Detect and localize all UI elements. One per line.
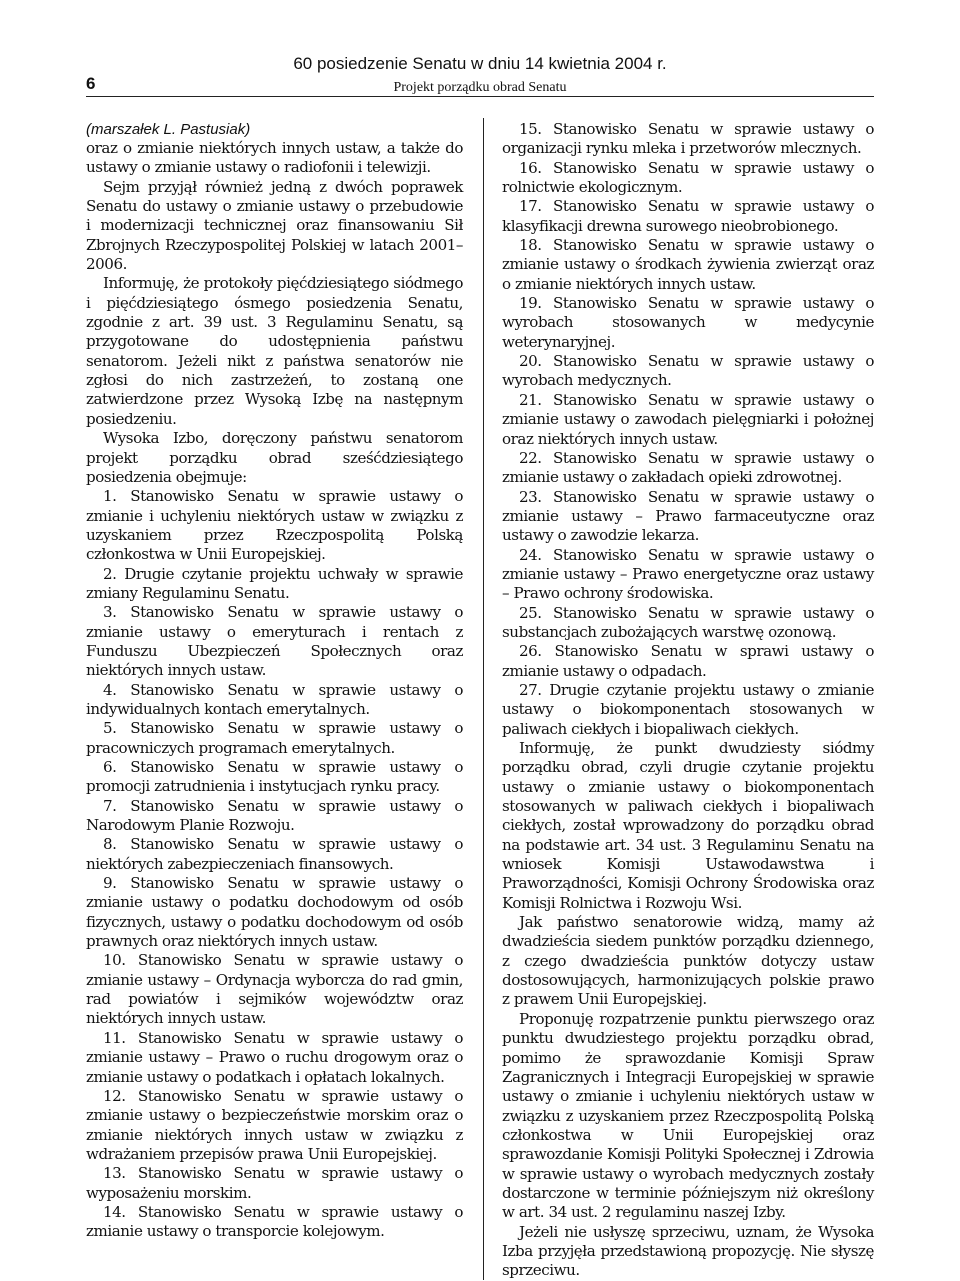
paragraph: Informuję, że punkt dwudziesty siódmy porządku obrad, czyli drugie czytanie projektu ustawy o zmianie ustawy o biokomponentach stosowanych w paliwach ciekłych i biopaliwach ciekłych, został wprowadzony do porządku obrad na podstawie art. 34 ust. 3 Regulaminu Senatu na wniosek Komisji Ustawodawstwa i Praworządności, Komisji Ochrony Środowiska oraz Komisji Rolnictwa i Rozwoju Wsi. (502, 739, 874, 912)
right-column (502, 120, 874, 1281)
page-header-title: 60 posiedzenie Senatu w dniu 14 kwietnia 2004 r. (293, 54, 667, 73)
agenda-item: 19. Stanowisko Senatu w sprawie ustawy o wyrobach stosowanych w medycynie weterynaryjnej. (502, 294, 874, 351)
agenda-item: 6. Stanowisko Senatu w sprawie ustawy o promocji zatrudnienia i instytucjach rynku pracy. (86, 758, 463, 796)
agenda-item: 20. Stanowisko Senatu w sprawie ustawy o wyrobach medycznych. (502, 352, 874, 390)
agenda-item: 12. Stanowisko Senatu w sprawie ustawy o zmianie ustawy o bezpieczeństwie morskim oraz o zmianie niektórych innych ustaw w związku z wdrażaniem przepisów prawa Unii Europejskiej. (86, 1086, 463, 1163)
speaker-label: (marszałek L. Pastusiak) (86, 121, 251, 138)
agenda-item: 17. Stanowisko Senatu w sprawie ustawy o klasyfikacji drewna surowego nieobrobionego. (502, 197, 874, 235)
agenda-item: 13. Stanowisko Senatu w sprawie ustawy o wyposażeniu morskim. (86, 1164, 463, 1202)
agenda-item: 2. Drugie czytanie projektu uchwały w sprawie zmiany Regulaminu Senatu. (86, 564, 463, 602)
agenda-item: 8. Stanowisko Senatu w sprawie ustawy o niektórych zabezpieczeniach finansowych. (86, 835, 463, 873)
agenda-item: 5. Stanowisko Senatu w sprawie ustawy o pracowniczych programach emerytalnych. (86, 719, 463, 757)
page-header-subtitle: Projekt porządku obrad Senatu (393, 80, 567, 95)
agenda-item: 1. Stanowisko Senatu w sprawie ustawy o zmianie i uchyleniu niektórych ustaw w związku z uzyskaniem przez Rzeczpospolitą Polską członkostwa w Unii Europejskiej. (86, 487, 463, 564)
agenda-item: 7. Stanowisko Senatu w sprawie ustawy o Narodowym Planie Rozwoju. (86, 796, 463, 835)
agenda-item: 18. Stanowisko Senatu w sprawie ustawy o zmianie ustawy o środkach żywienia zwierząt oraz o zmianie niektórych innych ustaw. (502, 236, 874, 293)
paragraph: Sejm przyjął również jedną z dwóch poprawek Senatu do ustawy o zmianie ustawy o przebudowie i modernizacji technicznej oraz finansowaniu Sił Zbrojnych Rzeczypospolitej Polskiej w latach 2001–2006. (86, 177, 463, 274)
agenda-item: 4. Stanowisko Senatu w sprawie ustawy o indywidualnych kontach emerytalnych. (86, 680, 463, 718)
agenda-item: 15. Stanowisko Senatu w sprawie ustawy o organizacji rynku mleka i przetworów mlecznych. (502, 120, 874, 158)
paragraph: Jeżeli nie usłyszę sprzeciwu, uznam, że Wysoka Izba przyjęła przedstawioną propozycję. Nie słyszę sprzeciwu. (502, 1222, 874, 1280)
agenda-item: 24. Stanowisko Senatu w sprawie ustawy o zmianie ustawy – Prawo energetyczne oraz ustawy – Prawo ochrony środowiska. (502, 545, 874, 603)
paragraph: oraz o zmianie niektórych innych ustaw, a także do ustawy o zmianie ustawy o radiofonii i telewizji. (86, 139, 463, 177)
header-divider (86, 96, 874, 97)
agenda-item: 22. Stanowisko Senatu w sprawie ustawy o zmianie ustawy o zakładach opieki zdrowotnej. (502, 448, 874, 487)
agenda-item: 25. Stanowisko Senatu w sprawie ustawy o substancjach zubożających warstwę ozonową. (502, 603, 874, 641)
agenda-item: 9. Stanowisko Senatu w sprawie ustawy o zmianie ustawy o podatku dochodowym od osób fizycznych, ustawy o podatku dochodowym od osób prawnych oraz niektórych innych ustaw. (86, 874, 463, 951)
paragraph: Wysoka Izbo, doręczony państwu senatorom projekt porządku obrad sześćdziesiątego posiedzenia obejmuje: (86, 429, 463, 486)
left-column (86, 120, 463, 1242)
agenda-item: 10. Stanowisko Senatu w sprawie ustawy o zmianie ustawy – Ordynacja wyborcza do rad gmin, rad powiatów i sejmików województw oraz niektórych innych ustaw. (86, 951, 463, 1028)
agenda-item: 21. Stanowisko Senatu w sprawie ustawy o zmianie ustawy o zawodach pielęgniarki i położnej oraz niektórych innych ustaw. (502, 390, 874, 448)
agenda-item: 26. Stanowisko Senatu w sprawi ustawy o zmianie ustawy o odpadach. (502, 642, 874, 680)
page-number: 6 (86, 74, 96, 93)
agenda-item: 16. Stanowisko Senatu w sprawie ustawy o rolnictwie ekologicznym. (502, 158, 874, 197)
column-divider (483, 118, 484, 1280)
agenda-item: 14. Stanowisko Senatu w sprawie ustawy o zmianie ustawy o transporcie kolejowym. (86, 1202, 463, 1241)
paragraph: Proponuję rozpatrzenie punktu pierwszego oraz punktu dwudziestego projektu porządku obrad, pomimo że sprawozdanie Komisji Spraw Zagranicznych i Integracji Europejskiej w sprawie ustawy o zmianie i uchyleniu niektórych ustaw w związku z uzyskaniem przez Rzeczpospolitą Polską członkostwa w Unii Europejskiej oraz sprawozdanie Komisji Polityki Społecznej i Zdrowia w sprawie ustawy o wyrobach medycznych zostały dostarczone w terminie późniejszym niż określony w art. 34 ust. 2 regulaminu naszej Izby. (502, 1009, 874, 1222)
agenda-item: 3. Stanowisko Senatu w sprawie ustawy o zmianie ustawy o emeryturach i rentach z Funduszu Ubezpieczeń Społecznych oraz niektórych innych ustaw. (86, 603, 463, 680)
paragraph: Jak państwo senatorowie widzą, mamy aż dwadzieścia siedem punktów porządku dziennego, z czego dwadzieścia punktów dotyczy ustaw dostosowujących, harmonizujących polskie prawo z prawem Unii Europejskiej. (502, 913, 874, 1009)
agenda-item: 11. Stanowisko Senatu w sprawie ustawy o zmianie ustawy – Prawo o ruchu drogowym oraz o zmianie ustawy o podatkach i opłatach lokalnych. (86, 1028, 463, 1086)
agenda-item: 23. Stanowisko Senatu w sprawie ustawy o zmianie ustawy – Prawo farmaceutyczne oraz ustawy o zawodzie lekarza. (502, 487, 874, 545)
paragraph: Informuję, że protokoły pięćdziesiątego siódmego i pięćdziesiątego ósmego posiedzenia Senatu, zgodnie z art. 39 ust. 3 Regulaminu Senatu, są przygotowane do udostępnienia państwu senatorom. Jeżeli nikt z państwa senatorów nie zgłosi do nich zastrzeżeń, to zostaną one zatwierdzone przez Wysoką Izbę na następnym posiedzeniu. (86, 274, 463, 428)
agenda-item: 27. Drugie czytanie projektu ustawy o zmianie ustawy o biokomponentach stosowanych w paliwach ciekłych i biopaliwach ciekłych. (502, 680, 874, 738)
